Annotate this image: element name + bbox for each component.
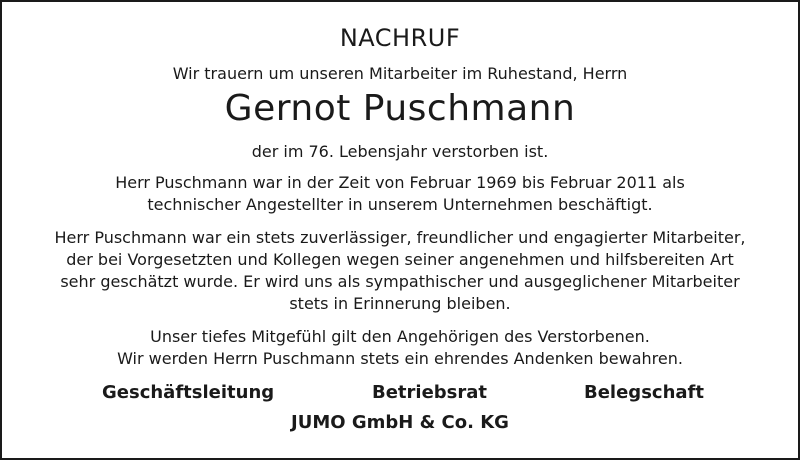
- company-name: JUMO GmbH & Co. KG: [291, 412, 509, 433]
- paragraph-line: Unser tiefes Mitgefühl gilt den Angehörigen des Verstorbenen.: [150, 327, 650, 346]
- deceased-name: Gernot Puschmann: [224, 88, 576, 129]
- paragraph-line: stets in Erinnerung bleiben.: [289, 294, 511, 313]
- condolence-paragraph: [22, 326, 778, 370]
- signature-management: Geschäftsleitung: [102, 382, 275, 403]
- paragraph-line: technischer Angestellter in unserem Unternehmen beschäftigt.: [147, 195, 653, 214]
- signature-staff: Belegschaft: [584, 382, 704, 403]
- paragraph-line: Herr Puschmann war ein stets zuverlässiger, freundlicher und engagierter Mitarbeiter,: [54, 228, 746, 247]
- paragraph-line: Wir werden Herrn Puschmann stets ein ehrendes Andenken bewahren.: [117, 349, 683, 368]
- signature-works-council: Betriebsrat: [372, 382, 488, 403]
- employment-paragraph: [22, 172, 778, 216]
- intro-line: Wir trauern um unseren Mitarbeiter im Ruhestand, Herrn: [172, 64, 628, 83]
- age-line: der im 76. Lebensjahr verstorben ist.: [251, 142, 549, 161]
- notice-title: NACHRUF: [339, 24, 461, 52]
- paragraph-line: sehr geschätzt wurde. Er wird uns als sympathischer und ausgeglichener Mitarbeiter: [60, 272, 740, 291]
- appreciation-paragraph: [22, 227, 778, 315]
- paragraph-line: der bei Vorgesetzten und Kollegen wegen seiner angenehmen und hilfsbereiten Art: [66, 250, 734, 269]
- paragraph-line: Herr Puschmann war in der Zeit von Februar 1969 bis Februar 2011 als: [115, 173, 685, 192]
